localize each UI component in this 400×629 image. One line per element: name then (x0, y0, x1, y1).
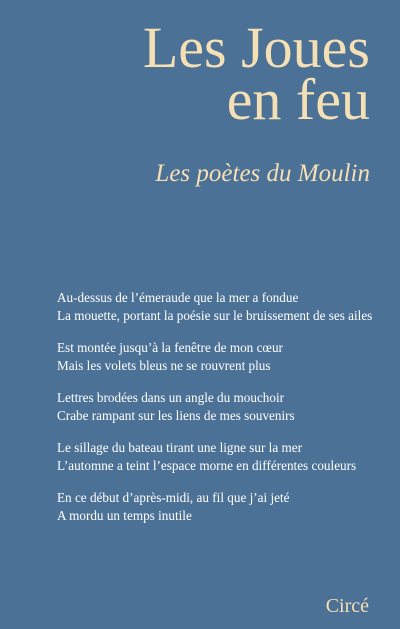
poem-line: La mouette, portant la poésie sur le bruissement de ses ailes (57, 307, 373, 323)
poem-line: Est montée jusqu’à la fenêtre de mon cœur (57, 340, 283, 355)
title-line: Les Joues (142, 15, 370, 80)
title-line: en feu (226, 67, 370, 132)
publisher-name: Circé (325, 595, 369, 617)
poem-stanza (57, 289, 377, 324)
poem-excerpt (57, 289, 377, 539)
poem-line: Le sillage du bateau tirant une ligne sur la mer (57, 440, 302, 455)
poem-stanza (57, 339, 377, 374)
poem-line: Au-dessus de l’émeraude que la mer a fondue (57, 290, 299, 305)
poem-line: Mais les volets bleus ne se rouvrent plus (57, 357, 271, 373)
book-subtitle: Les poètes du Moulin (155, 160, 370, 187)
poem-stanza (57, 389, 377, 424)
poem-line: En ce début d’après-midi, au fil que j’ai jeté (57, 490, 290, 505)
poem-line: A mordu un temps inutile (57, 507, 192, 523)
book-title (142, 15, 370, 132)
poem-stanza (57, 439, 377, 474)
poem-stanza (57, 489, 377, 524)
poem-line: L’automne a teint l’espace morne en différentes couleurs (57, 457, 357, 473)
poem-line: Lettres brodées dans un angle du mouchoir (57, 390, 285, 405)
poem-line: Crabe rampant sur les liens de mes souvenirs (57, 407, 295, 423)
